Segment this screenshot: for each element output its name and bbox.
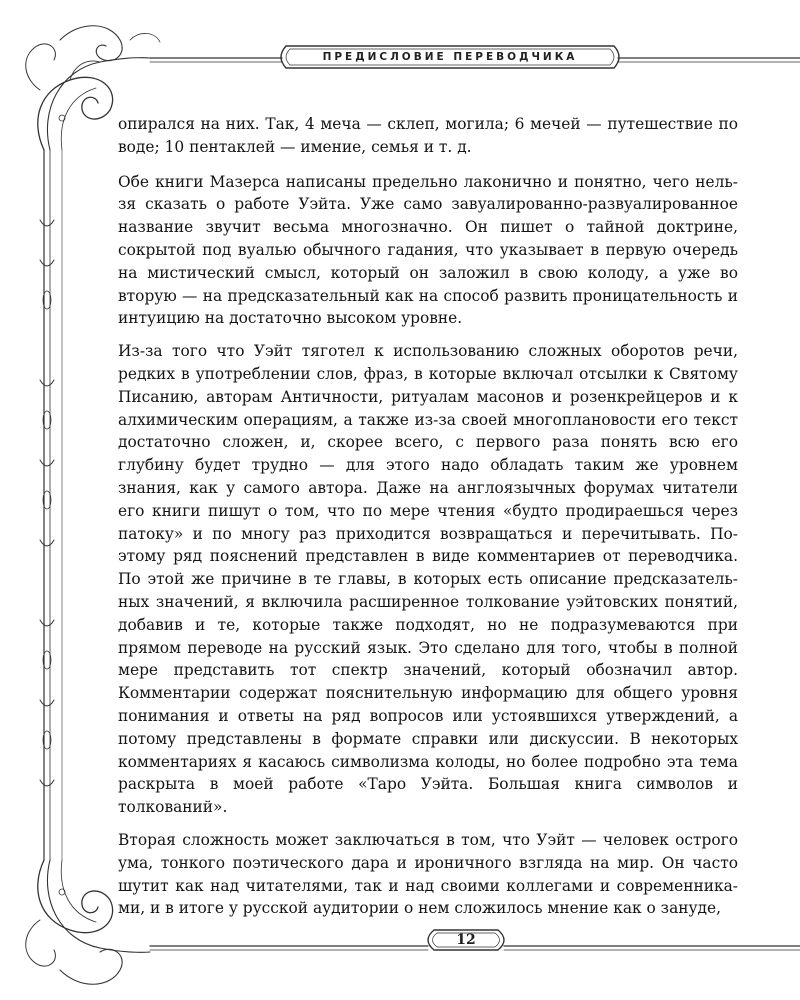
running-header <box>282 44 618 70</box>
page-number: 12 <box>456 932 476 948</box>
chapter-title: ПРЕДИСЛОВИЕ ПЕРЕВОДЧИКА <box>322 51 578 63</box>
paragraph: Из-за того что Уэйт тяготел к использованию сложных оборотов речи, редких в употреблении слов, фраз, в которые включал отсылки к Святому Писанию, авторам Античности, ритуалам масонов и розенкрейцеров и к алхимическим операциям, а также из-за своей многоплановости его текст достаточно сложен, и, скорее всего, с первого раза понять всю его глубину будет трудно — для этого надо обладать таким же уровнем знания, как у самого автора. Даже на англоязычных форумах читатели его книги пишут о том, что по мере чтения «будто продираешься через патоку» и по многу раз приходится возвращаться и перечитывать. Поэтому ряд пояснений представлен в виде комментариев от переводчика. По этой же причине в те главы, в которых есть описание предсказательных значений, я включила расширенное толкование уэйтовских понятий, добавив и те, которые также подходят, но не подразумеваются при прямом переводе на русский язык. Это сделано для того, чтобы в полной мере представить тот спектр значений, который обозначил автор. Комментарии содержат пояснительную информацию для общего уровня понимания и ответы на ряд вопросов или устоявшихся утверждений, а потому представлены в формате справки или дискуссии. В некоторых комментариях я касаюсь символизма колоды, но более подробно эта тема раскрыта в моей работе «Таро Уэйта. Большая книга символов и толкований». <box>118 342 738 817</box>
main-text <box>118 113 738 930</box>
paragraph: Вторая сложность может заключаться в том, что Уэйт — человек острого ума, тонкого поэтического дара и ироничного взгляда на мир. Он часто шутит как над читателями, так и над своими коллегами и современниками, и в итоге у русской аудитории о нем сложилось мнение как о зануде, <box>118 830 738 918</box>
paragraph: опирался на них. Так, 4 меча — склеп, могила; 6 мечей — путешествие по воде; 10 пентаклей — имение, семья и т. д. <box>118 115 738 156</box>
paragraph: Обе книги Мазерса написаны предельно лаконично и понятно, чего нельзя сказать о работе Уэйта. Уже само завуалированно-развуалированное название звучит весьма многозначно. Он пишет о тайной доктрине, сокрытой под вуалью обычного гадания, что указывает в первую очередь на мистический смысл, который он заложил в свою колоду, а уже во вторую — на предсказательный как на способ развить проницательность и интуицию на достаточно высоком уровне. <box>118 172 738 328</box>
